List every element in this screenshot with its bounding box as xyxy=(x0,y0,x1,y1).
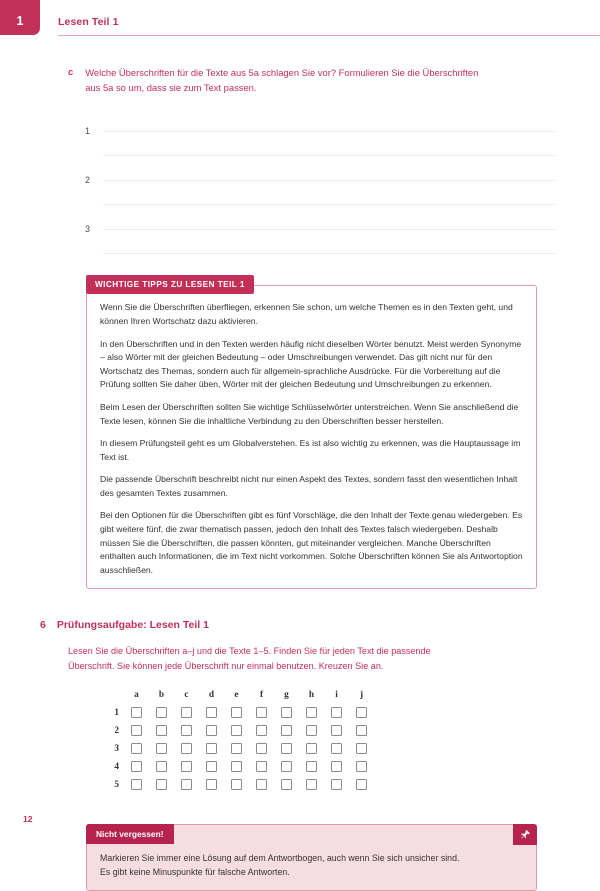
answer-grid-cell[interactable] xyxy=(324,740,349,758)
important-tips-box xyxy=(86,280,537,589)
answer-grid-cell[interactable] xyxy=(349,758,374,776)
answer-checkbox[interactable] xyxy=(156,761,167,772)
answer-grid-column-header: j xyxy=(359,689,364,700)
answer-checkbox[interactable] xyxy=(256,761,267,772)
answer-checkbox[interactable] xyxy=(156,707,167,718)
answer-checkbox[interactable] xyxy=(281,725,292,736)
answer-checkbox[interactable] xyxy=(331,779,342,790)
answer-checkbox[interactable] xyxy=(181,779,192,790)
answer-grid-row-header: 4 xyxy=(114,761,119,772)
answer-grid-cell[interactable] xyxy=(274,740,299,758)
answer-grid-cell[interactable] xyxy=(299,758,324,776)
answer-grid-cell[interactable] xyxy=(124,740,149,758)
writing-rule-line[interactable] xyxy=(103,181,555,205)
answer-checkbox[interactable] xyxy=(231,761,242,772)
answer-line-number: 2 xyxy=(85,175,91,186)
answer-checkbox[interactable] xyxy=(331,761,342,772)
answer-line-number: 3 xyxy=(85,224,91,235)
header-title-group xyxy=(58,16,600,36)
answer-grid-cell[interactable] xyxy=(299,704,324,722)
answer-grid-cell[interactable] xyxy=(324,758,349,776)
answer-grid-cell[interactable] xyxy=(124,704,149,722)
answer-grid-cell[interactable] xyxy=(199,758,224,776)
answer-line-group xyxy=(85,107,555,156)
answer-checkbox[interactable] xyxy=(306,725,317,736)
answer-grid-column-header: b xyxy=(158,689,165,700)
page-header xyxy=(0,0,600,40)
exam-task-section xyxy=(0,619,600,794)
tip-paragraph: In den Überschriften und in den Texten werden häufig nicht dieselben Wörter benutzt. Meist werden Synonyme – also Wörter mit der gleichen Bedeutung – oder Umschreibungen verwendet. Das gilt nicht nur für den Wortschatz des Themas, sondern auch für allgemein-sprachliche Ausdrücke. Für die Vorbereitung auf die Prüfung sollten Sie daher üben, Wörter mit der gleichen Bedeutung und Umschreibungen zu erkennen. xyxy=(100,338,522,390)
answer-grid-cell[interactable] xyxy=(299,722,324,740)
answer-grid-header-row xyxy=(108,690,374,704)
answer-grid-cell[interactable] xyxy=(224,740,249,758)
answer-checkbox[interactable] xyxy=(156,743,167,754)
answer-writing-field[interactable] xyxy=(103,107,555,156)
answer-checkbox[interactable] xyxy=(131,725,142,736)
answer-grid-cell[interactable] xyxy=(149,704,174,722)
answer-grid-cell[interactable] xyxy=(174,722,199,740)
answer-grid-cell[interactable] xyxy=(149,758,174,776)
page-title: Lesen Teil 1 xyxy=(58,16,119,28)
pushpin-icon xyxy=(513,824,537,845)
answer-line-group xyxy=(85,156,555,205)
answer-checkbox[interactable] xyxy=(356,743,367,754)
exam-task-number: 6 xyxy=(40,619,46,632)
answer-checkbox[interactable] xyxy=(331,707,342,718)
answer-grid-column-header: e xyxy=(234,689,239,700)
exam-task-title: Prüfungsaufgabe: Lesen Teil 1 xyxy=(56,619,209,632)
answer-writing-field[interactable] xyxy=(103,156,555,205)
answer-grid-cell[interactable] xyxy=(174,758,199,776)
answer-grid-cell[interactable] xyxy=(274,776,299,794)
answer-checkbox[interactable] xyxy=(331,725,342,736)
answer-checkbox[interactable] xyxy=(306,779,317,790)
writing-rule-line[interactable] xyxy=(103,205,555,230)
answer-grid-cell[interactable] xyxy=(199,776,224,794)
answer-grid-cell[interactable] xyxy=(199,704,224,722)
answer-grid-cell[interactable] xyxy=(324,776,349,794)
answer-grid-cell[interactable] xyxy=(199,740,224,758)
answer-grid-column-header: h xyxy=(308,689,315,700)
answer-checkbox[interactable] xyxy=(356,761,367,772)
answer-grid-cell[interactable] xyxy=(249,722,274,740)
exam-task-heading xyxy=(40,619,600,631)
tip-paragraph: Beim Lesen der Überschriften sollten Sie wichtige Schlüsselwörter unterstreichen. Wenn Sie anschließend die Texte lesen, können Sie die inhaltliche Verbindung zu den Überschriften besser herstellen. xyxy=(100,401,519,426)
answer-grid-cell[interactable] xyxy=(224,776,249,794)
writing-rule-line[interactable] xyxy=(103,230,555,254)
answer-grid-row xyxy=(108,758,374,776)
answer-grid-column-header: i xyxy=(335,689,338,700)
answer-grid-row-header: 3 xyxy=(114,743,119,754)
answer-grid-row-header: 1 xyxy=(114,707,119,718)
reminder-box-body xyxy=(100,851,523,879)
important-tips-box-body xyxy=(100,301,523,577)
answer-grid-cell[interactable] xyxy=(124,758,149,776)
answer-grid-cell[interactable] xyxy=(124,776,149,794)
answer-checkbox[interactable] xyxy=(206,743,217,754)
answer-grid-cell[interactable] xyxy=(174,740,199,758)
answer-grid-cell[interactable] xyxy=(274,758,299,776)
chapter-number-tab xyxy=(0,0,40,35)
answer-writing-field[interactable] xyxy=(103,205,555,254)
answer-checkbox[interactable] xyxy=(156,779,167,790)
header-divider xyxy=(58,35,600,36)
answer-checkbox[interactable] xyxy=(131,779,142,790)
answer-grid-column-header: f xyxy=(259,689,264,700)
answer-checkbox[interactable] xyxy=(181,725,192,736)
answer-grid-cell[interactable] xyxy=(349,704,374,722)
answer-grid xyxy=(108,690,374,794)
task-c-letter: c xyxy=(68,65,74,77)
answer-checkbox[interactable] xyxy=(306,707,317,718)
answer-grid-cell[interactable] xyxy=(349,776,374,794)
answer-line-number: 1 xyxy=(85,126,91,137)
writing-rule-line[interactable] xyxy=(103,107,555,132)
answer-grid-row xyxy=(108,776,374,794)
answer-checkbox[interactable] xyxy=(256,725,267,736)
answer-checkbox[interactable] xyxy=(331,743,342,754)
answer-grid-row xyxy=(108,704,374,722)
important-tips-box-header: WICHTIGE TIPPS ZU LESEN TEIL 1 xyxy=(86,275,254,294)
answer-grid-cell[interactable] xyxy=(149,776,174,794)
chapter-number-label: 1 xyxy=(16,13,24,28)
answer-grid-cell[interactable] xyxy=(224,758,249,776)
answer-checkbox[interactable] xyxy=(256,743,267,754)
answer-checkbox[interactable] xyxy=(206,779,217,790)
answer-grid-cell[interactable] xyxy=(324,722,349,740)
answer-checkbox[interactable] xyxy=(256,779,267,790)
answer-grid-row-header: 2 xyxy=(114,725,119,736)
reminder-box-header: Nicht vergessen! xyxy=(86,824,174,844)
answer-grid-row xyxy=(108,722,374,740)
answer-grid-cell[interactable] xyxy=(224,704,249,722)
answer-grid-row xyxy=(108,740,374,758)
answer-grid-cell[interactable] xyxy=(199,722,224,740)
answer-checkbox[interactable] xyxy=(206,725,217,736)
answer-checkbox[interactable] xyxy=(231,779,242,790)
answer-grid-cell[interactable] xyxy=(249,740,274,758)
tip-paragraph: Bei den Optionen für die Überschriften gibt es fünf Vorschläge, die den Inhalt der Texte genau wiedergeben. Es gibt weitere fünf, die zwar thematisch passen, jedoch den Inhalt des Textes falsch wiedergeben. Deshalb müssen Sie die Überschriften, die passen könnten, gut miteinander vergleichen. Manche Überschriften enthalten auch Informationen, die im Text nicht vorkommen. Solche Überschriften können Sie als Antwortoption ausschließen. xyxy=(100,510,523,575)
answer-checkbox[interactable] xyxy=(281,743,292,754)
answer-grid-column-header: c xyxy=(184,689,189,700)
task-c-prompt: Welche Überschriften für die Texte aus 5a schlagen Sie vor? Formulieren Sie die Überschriften aus 5a so um, dass sie zum Text passen. xyxy=(85,67,479,94)
answer-grid-cell[interactable] xyxy=(174,776,199,794)
answer-grid-column-header: a xyxy=(134,689,139,700)
page-number: 12 xyxy=(23,814,33,824)
answer-grid-cell[interactable] xyxy=(249,776,274,794)
tip-paragraph: In diesem Prüfungsteil geht es um Globalverstehen. Es ist also wichtig zu erkennen, was die Hauptaussage im Text ist. xyxy=(100,438,521,462)
answer-checkbox[interactable] xyxy=(281,761,292,772)
answer-grid-column-header: d xyxy=(208,689,215,700)
answer-grid-cell[interactable] xyxy=(174,704,199,722)
answer-grid-cell[interactable] xyxy=(149,740,174,758)
answer-grid-wrapper xyxy=(108,690,600,794)
answer-checkbox[interactable] xyxy=(181,743,192,754)
answer-checkbox[interactable] xyxy=(181,707,192,718)
reminder-line: Es gibt keine Minuspunkte für falsche Antworten. xyxy=(100,866,290,877)
answer-checkbox[interactable] xyxy=(356,707,367,718)
answer-checkbox[interactable] xyxy=(181,761,192,772)
tip-paragraph: Die passende Überschrift beschreibt nicht nur einen Aspekt des Textes, sondern fasst den wesentlichen Inhalt des gesamten Textes zusammen. xyxy=(100,474,518,498)
answer-grid-cell[interactable] xyxy=(124,722,149,740)
page-footer xyxy=(23,809,33,827)
reminder-line: Markieren Sie immer eine Lösung auf dem Antwortbogen, auch wenn Sie sich unsicher sind. xyxy=(100,852,460,863)
answer-grid-cell[interactable] xyxy=(249,758,274,776)
answer-grid-cell[interactable] xyxy=(149,722,174,740)
reminder-box xyxy=(86,824,537,891)
answer-checkbox[interactable] xyxy=(156,725,167,736)
task-c-answer-lines xyxy=(0,107,600,254)
answer-checkbox[interactable] xyxy=(281,779,292,790)
exam-task-instruction: Lesen Sie die Überschriften a–j und die Texte 1–5. Finden Sie für jeden Text die passende Überschrift. Sie können jede Überschrift nur einmal benutzen. Kreuzen Sie an. xyxy=(68,646,431,672)
answer-checkbox[interactable] xyxy=(131,761,142,772)
writing-rule-line[interactable] xyxy=(103,156,555,181)
answer-checkbox[interactable] xyxy=(131,707,142,718)
answer-checkbox[interactable] xyxy=(231,707,242,718)
answer-checkbox[interactable] xyxy=(231,743,242,754)
answer-grid-cell[interactable] xyxy=(349,740,374,758)
answer-checkbox[interactable] xyxy=(356,725,367,736)
answer-grid-column-header: g xyxy=(284,689,289,700)
tip-paragraph: Wenn Sie die Überschriften überfliegen, erkennen Sie schon, um welche Themen es in den Texten geht, und können Ihren Wortschatz dazu aktivieren. xyxy=(100,302,513,327)
answer-line-group xyxy=(85,205,555,254)
answer-grid-cell[interactable] xyxy=(274,704,299,722)
answer-checkbox[interactable] xyxy=(356,779,367,790)
answer-grid-row-header: 5 xyxy=(114,779,119,790)
answer-grid-cell[interactable] xyxy=(274,722,299,740)
answer-grid-cell[interactable] xyxy=(224,722,249,740)
answer-checkbox[interactable] xyxy=(306,743,317,754)
answer-checkbox[interactable] xyxy=(206,761,217,772)
answer-grid-corner xyxy=(108,690,124,704)
answer-checkbox[interactable] xyxy=(131,743,142,754)
answer-grid-cell[interactable] xyxy=(249,704,274,722)
answer-checkbox[interactable] xyxy=(306,761,317,772)
answer-checkbox[interactable] xyxy=(206,707,217,718)
answer-checkbox[interactable] xyxy=(256,707,267,718)
task-c-block xyxy=(0,65,600,95)
answer-grid-cell[interactable] xyxy=(349,722,374,740)
writing-rule-line[interactable] xyxy=(103,132,555,156)
answer-grid-cell[interactable] xyxy=(324,704,349,722)
answer-grid-cell[interactable] xyxy=(299,776,324,794)
answer-checkbox[interactable] xyxy=(231,725,242,736)
answer-checkbox[interactable] xyxy=(281,707,292,718)
answer-grid-cell[interactable] xyxy=(299,740,324,758)
